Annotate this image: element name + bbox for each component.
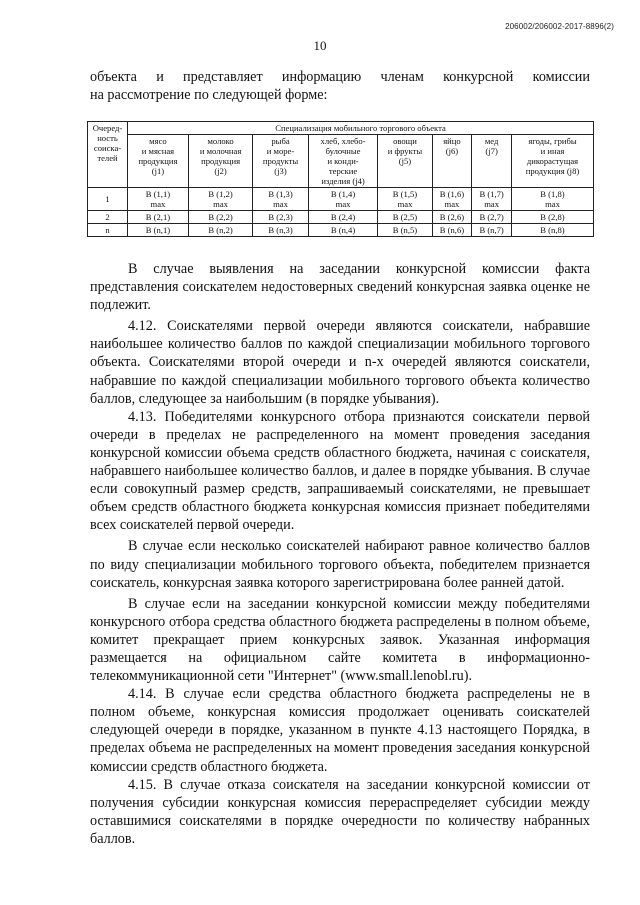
paragraph-4-12: 4.12. Соискателями первой очереди являются соискатели, набравшие наибольшее количество баллов по каждой специализации мобильного торгового объекта. Соискателями второй очереди и n-х очередей являются соискатели, набравшие по каждой специализации мобильного торгового объекта количество баллов, следующее за наибольшим (в порядке убывания). <box>90 318 590 407</box>
score-cell <box>253 211 308 224</box>
score-cell <box>253 224 308 237</box>
score-cell <box>308 224 378 237</box>
table-cell-text: В (n,1) <box>145 225 171 235</box>
column-header <box>128 135 189 188</box>
table-cell-text: овощи <box>393 136 417 146</box>
table-cell-text: В (2,5) <box>392 212 418 222</box>
table-cell-text: В (2,1) <box>145 212 171 222</box>
score-cell <box>188 211 252 224</box>
table-cell-text: В (1,5) <box>392 189 418 199</box>
table-cell-text: и молочная <box>199 146 242 156</box>
paragraph-4-13: 4.13. Победителями конкурсного отбора признаются соискатели первой очереди в пределах не распределенного на момент проведения заседания конкурсной комиссии объема средств областного бюджета, начиная с соискателя, набравшего наибольшее количество баллов, и далее в порядке убывания. В случае если совокупный размер средств, запрашиваемый соискателями, не превышает объем средств областного бюджета конкурсная комиссия признает победителями всех соискателей первой очереди. <box>90 408 590 534</box>
table-cell-text: дикорастущая <box>526 156 579 166</box>
score-cell <box>472 224 512 237</box>
table-cell-text: ягоды, грибы <box>528 136 577 146</box>
table-cell-text: В (1,1) <box>145 189 171 199</box>
score-cell <box>253 188 308 211</box>
column-header <box>472 135 512 188</box>
score-cell <box>511 188 593 211</box>
table-cell-text: max <box>397 199 413 209</box>
queue-cell <box>88 211 128 224</box>
table-cell-text: В (n,3) <box>268 225 293 235</box>
score-cell <box>432 211 472 224</box>
score-cell <box>378 224 432 237</box>
table-cell-text: изделия (j4) <box>321 176 365 186</box>
score-cell <box>378 188 432 211</box>
column-header <box>308 135 378 188</box>
table-cell-text: (j5) <box>398 156 412 166</box>
score-cell <box>188 188 252 211</box>
score-cell <box>128 188 189 211</box>
table-cell-text: В (1,6) <box>439 189 465 199</box>
table-cell-text: булочные <box>325 146 361 156</box>
table-cell-text: В (n,8) <box>540 225 565 235</box>
table-cell-text: продукты <box>262 156 299 166</box>
queue-cell <box>88 224 128 237</box>
table-cell-text: мед <box>484 136 499 146</box>
table-cell-text: мясо <box>149 136 167 146</box>
table-row <box>88 211 594 224</box>
table-cell-text: и иная <box>540 146 565 156</box>
table-cell-text: (j6) <box>445 146 459 156</box>
intro-text <box>90 68 590 104</box>
score-cell <box>472 211 512 224</box>
table-cell-text: Очеред- <box>92 123 123 133</box>
table-cell-text: n <box>105 225 110 235</box>
intro-line: на рассмотрение по следующей форме: <box>90 87 328 103</box>
table-cell-text: В (2,2) <box>208 212 233 222</box>
table-cell-text: Специализация мобильного торгового объекта <box>275 123 446 133</box>
specialization-group-header <box>128 122 594 135</box>
table-cell-text: (j2) <box>214 166 227 176</box>
table-cell-text: max <box>150 199 166 209</box>
table-cell-text: В (2,7) <box>479 212 504 222</box>
table-cell-text: и море- <box>266 146 295 156</box>
table-header-row <box>88 135 594 188</box>
table-cell-text: В (n,5) <box>392 225 418 235</box>
table-cell-text: max <box>273 199 288 209</box>
score-cell <box>188 224 252 237</box>
table-cell-text: хлеб, хлебо- <box>320 136 366 146</box>
table-header-row <box>88 122 594 135</box>
table-cell-text: и мясная <box>141 146 175 156</box>
table-row <box>88 188 594 211</box>
paragraph: В случае если несколько соискателей набирают равное количество баллов по виду специализации мобильного торгового объекта, победителем признается соискатель, конкурсная заявка которого зарегистрирована более ранней датой. <box>90 538 590 591</box>
table-cell-text: (j7) <box>485 146 498 156</box>
table-cell-text: (j1) <box>151 166 165 176</box>
document-id: 206002/206002-2017-8896(2) <box>505 22 614 31</box>
table-cell-text: продукция (j8) <box>525 166 580 176</box>
scoring-form-table <box>87 121 594 237</box>
table-cell-text: В (n,7) <box>479 225 504 235</box>
table-cell-text: В (1,2) <box>208 189 233 199</box>
column-header <box>253 135 308 188</box>
table-cell-text: 1 <box>105 194 110 204</box>
table-cell-text: В (2,6) <box>439 212 465 222</box>
column-header <box>378 135 432 188</box>
table-cell-text: max <box>545 199 560 209</box>
queue-cell <box>88 188 128 211</box>
score-cell <box>511 211 593 224</box>
paragraph: В случае если на заседании конкурсной комиссии между победителями конкурсного отбора средства областного бюджета распределены в полном объеме, комитет прекращает прием конкурсных заявок. Указанная информация размещается на официальном сайте комитета в информационно-телекоммуникационной сети "Интернет" (www.small.lenobl.ru). <box>90 595 590 685</box>
score-cell <box>128 224 189 237</box>
table-cell-text: рыба <box>271 136 290 146</box>
table-cell-text: соиска- <box>93 143 122 153</box>
score-cell <box>308 211 378 224</box>
table-cell-text: max <box>213 199 228 209</box>
table-cell-text: продукция <box>138 156 178 166</box>
table-cell-text: яйцо <box>443 136 461 146</box>
column-header <box>432 135 472 188</box>
table-cell-text: ность <box>97 133 118 143</box>
table-cell-text: телей <box>97 153 118 163</box>
table-cell-text: В (1,4) <box>330 189 356 199</box>
table-cell-text: В (1,3) <box>268 189 293 199</box>
intro-line: объекта и представляет информацию членам конкурсной комиссии <box>90 69 590 85</box>
table-cell-text: В (1,7) <box>479 189 504 199</box>
paragraph-4-14: 4.14. В случае если средства областного бюджета распределены не в полном объеме, конкурсная комиссия продолжает оценивать соискателей следующей очереди в порядке, указанном в пункте 4.13 настоящего Порядка, в пределах объема не распределенных на момент проведения заседания конкурсной комиссии средств областного бюджета. <box>90 686 590 775</box>
table-cell-text: В (n,2) <box>208 225 233 235</box>
table-cell-text: молоко <box>207 136 234 146</box>
score-cell <box>472 188 512 211</box>
column-header <box>188 135 252 188</box>
table-cell-text: терские <box>328 166 358 176</box>
table-cell-text: продукция <box>201 156 241 166</box>
table-cell-text: и конди- <box>327 156 359 166</box>
table-cell-text: max <box>484 199 500 209</box>
table-cell-text: В (2,3) <box>268 212 293 222</box>
score-cell <box>511 224 593 237</box>
table-cell-text: max <box>444 199 460 209</box>
table-row <box>88 224 594 237</box>
table-cell-text: max <box>335 199 351 209</box>
score-cell <box>378 211 432 224</box>
score-cell <box>128 211 189 224</box>
table-cell-text: и фрукты <box>387 146 423 156</box>
table-cell-text: (j3) <box>274 166 287 176</box>
score-cell <box>432 188 472 211</box>
table-cell-text: В (2,4) <box>330 212 356 222</box>
table-cell-text: В (2,8) <box>540 212 565 222</box>
paragraph-4-15: 4.15. В случае отказа соискателя на заседании конкурсной комиссии от получения субсидии конкурсная комиссия перераспределяет субсидии между оставшимися соискателями в порядке очередности по количеству набранных баллов. <box>90 776 590 847</box>
score-cell <box>432 224 472 237</box>
table-cell-text: В (n,6) <box>439 225 465 235</box>
table-cell-text: В (n,4) <box>330 225 356 235</box>
score-cell <box>308 188 378 211</box>
column-header <box>511 135 593 188</box>
table-cell-text: 2 <box>105 212 110 222</box>
queue-header <box>88 122 128 188</box>
paragraph: В случае выявления на заседании конкурсной комиссии факта представления соискателем недостоверных сведений конкурсная заявка оценке не подлежит. <box>90 261 590 314</box>
body-text <box>90 260 590 848</box>
table-cell-text: В (1,8) <box>540 189 565 199</box>
page-number: 10 <box>313 38 327 53</box>
